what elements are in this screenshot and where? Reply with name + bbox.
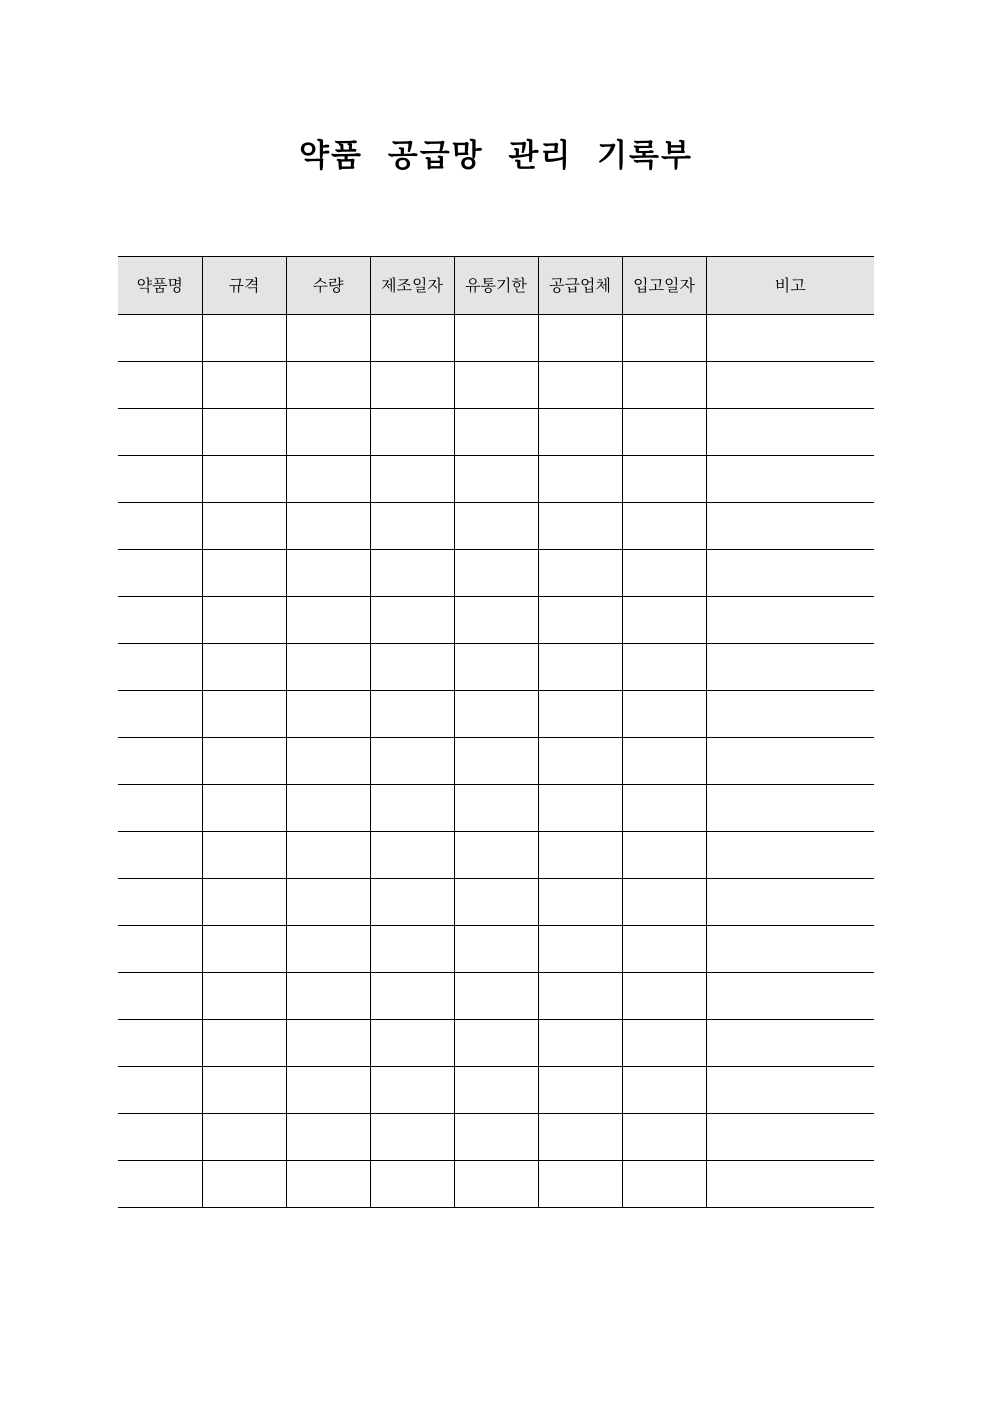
- table-cell[interactable]: [706, 1114, 874, 1161]
- table-cell[interactable]: [118, 1161, 202, 1208]
- table-cell[interactable]: [454, 644, 538, 691]
- table-cell[interactable]: [454, 1114, 538, 1161]
- table-cell[interactable]: [202, 1067, 286, 1114]
- table-cell[interactable]: [538, 456, 622, 503]
- table-cell[interactable]: [118, 315, 202, 362]
- table-cell[interactable]: [118, 644, 202, 691]
- table-cell[interactable]: [118, 1114, 202, 1161]
- table-cell[interactable]: [286, 879, 370, 926]
- table-cell[interactable]: [370, 973, 454, 1020]
- table-cell[interactable]: [454, 785, 538, 832]
- table-cell[interactable]: [454, 832, 538, 879]
- table-cell[interactable]: [286, 973, 370, 1020]
- table-cell[interactable]: [118, 550, 202, 597]
- table-cell[interactable]: [202, 597, 286, 644]
- table-cell[interactable]: [286, 315, 370, 362]
- table-cell[interactable]: [454, 456, 538, 503]
- table-cell[interactable]: [706, 691, 874, 738]
- table-cell[interactable]: [706, 597, 874, 644]
- table-cell[interactable]: [454, 597, 538, 644]
- table-cell[interactable]: [538, 409, 622, 456]
- table-cell[interactable]: [118, 785, 202, 832]
- table-cell[interactable]: [538, 550, 622, 597]
- table-cell[interactable]: [370, 644, 454, 691]
- table-cell[interactable]: [706, 973, 874, 1020]
- table-cell[interactable]: [538, 362, 622, 409]
- table-row: [118, 644, 874, 691]
- table-cell[interactable]: [622, 456, 706, 503]
- table-cell[interactable]: [454, 1067, 538, 1114]
- table-cell[interactable]: [538, 1020, 622, 1067]
- table-cell[interactable]: [706, 832, 874, 879]
- table-cell[interactable]: [622, 644, 706, 691]
- table-cell[interactable]: [622, 1161, 706, 1208]
- table-cell[interactable]: [622, 503, 706, 550]
- table-cell[interactable]: [202, 409, 286, 456]
- records-table: [118, 256, 874, 1208]
- table-cell[interactable]: [202, 879, 286, 926]
- header-specification: 규격: [202, 257, 286, 315]
- table-cell[interactable]: [622, 315, 706, 362]
- table-cell[interactable]: [286, 644, 370, 691]
- table-cell[interactable]: [622, 691, 706, 738]
- table-cell[interactable]: [202, 1114, 286, 1161]
- table-cell[interactable]: [454, 1020, 538, 1067]
- table-cell[interactable]: [706, 879, 874, 926]
- table-cell[interactable]: [538, 597, 622, 644]
- table-row: [118, 362, 874, 409]
- table-cell[interactable]: [370, 738, 454, 785]
- table-cell[interactable]: [454, 550, 538, 597]
- table-cell[interactable]: [370, 456, 454, 503]
- table-cell[interactable]: [202, 973, 286, 1020]
- table-cell[interactable]: [706, 1020, 874, 1067]
- table-cell[interactable]: [622, 973, 706, 1020]
- table-cell[interactable]: [454, 1161, 538, 1208]
- table-row: [118, 503, 874, 550]
- table-cell[interactable]: [202, 926, 286, 973]
- table-row: [118, 832, 874, 879]
- table-cell[interactable]: [286, 456, 370, 503]
- table-cell[interactable]: [202, 315, 286, 362]
- table-cell[interactable]: [706, 409, 874, 456]
- table-row: [118, 1161, 874, 1208]
- table-cell[interactable]: [370, 409, 454, 456]
- table-cell[interactable]: [622, 409, 706, 456]
- table-cell[interactable]: [286, 1067, 370, 1114]
- table-cell[interactable]: [202, 738, 286, 785]
- table-row: [118, 550, 874, 597]
- table-cell[interactable]: [286, 926, 370, 973]
- table-cell[interactable]: [202, 362, 286, 409]
- table-row: [118, 1067, 874, 1114]
- table-cell[interactable]: [370, 691, 454, 738]
- table-cell[interactable]: [370, 1114, 454, 1161]
- table-cell[interactable]: [622, 362, 706, 409]
- table-row: [118, 738, 874, 785]
- header-quantity: 수량: [286, 257, 370, 315]
- table-cell[interactable]: [538, 1067, 622, 1114]
- table-cell[interactable]: [538, 973, 622, 1020]
- table-cell[interactable]: [538, 1161, 622, 1208]
- table-row: [118, 456, 874, 503]
- table-row: [118, 1114, 874, 1161]
- table-cell[interactable]: [706, 1161, 874, 1208]
- table-cell[interactable]: [538, 926, 622, 973]
- table-row: [118, 691, 874, 738]
- table-cell[interactable]: [286, 1114, 370, 1161]
- table-cell[interactable]: [706, 785, 874, 832]
- table-cell[interactable]: [286, 550, 370, 597]
- table-cell[interactable]: [202, 644, 286, 691]
- table-cell[interactable]: [286, 738, 370, 785]
- table-cell[interactable]: [118, 973, 202, 1020]
- table-cell[interactable]: [454, 926, 538, 973]
- table-cell[interactable]: [706, 362, 874, 409]
- table-cell[interactable]: [286, 832, 370, 879]
- table-row: [118, 926, 874, 973]
- table-cell[interactable]: [622, 1067, 706, 1114]
- table-cell[interactable]: [454, 409, 538, 456]
- table-cell[interactable]: [370, 362, 454, 409]
- table-cell[interactable]: [538, 503, 622, 550]
- table-cell[interactable]: [118, 926, 202, 973]
- table-cell[interactable]: [370, 597, 454, 644]
- header-supplier: 공급업체: [538, 257, 622, 315]
- table-row: [118, 973, 874, 1020]
- table-cell[interactable]: [538, 315, 622, 362]
- table-cell[interactable]: [286, 409, 370, 456]
- table-cell[interactable]: [706, 456, 874, 503]
- table-cell[interactable]: [538, 644, 622, 691]
- table-cell[interactable]: [202, 832, 286, 879]
- table-cell[interactable]: [454, 315, 538, 362]
- header-manufacture-date: 제조일자: [370, 257, 454, 315]
- table-cell[interactable]: [706, 503, 874, 550]
- table-cell[interactable]: [370, 785, 454, 832]
- table-cell[interactable]: [118, 879, 202, 926]
- table-cell[interactable]: [286, 503, 370, 550]
- table-cell[interactable]: [454, 691, 538, 738]
- header-expiry-date: 유통기한: [454, 257, 538, 315]
- table-cell[interactable]: [538, 1114, 622, 1161]
- table-cell[interactable]: [202, 1161, 286, 1208]
- table-row: [118, 409, 874, 456]
- table-cell[interactable]: [622, 550, 706, 597]
- table-cell[interactable]: [118, 409, 202, 456]
- table-cell[interactable]: [286, 597, 370, 644]
- table-cell[interactable]: [118, 362, 202, 409]
- table-cell[interactable]: [118, 503, 202, 550]
- page-title: 약품 공급망 관리 기록부: [299, 138, 693, 174]
- table-cell[interactable]: [622, 832, 706, 879]
- table-cell[interactable]: [622, 926, 706, 973]
- table-cell[interactable]: [706, 926, 874, 973]
- table-body: [118, 315, 874, 1208]
- table-cell[interactable]: [118, 1020, 202, 1067]
- table-cell[interactable]: [202, 503, 286, 550]
- table-cell[interactable]: [370, 550, 454, 597]
- table-cell[interactable]: [202, 550, 286, 597]
- table-cell[interactable]: [622, 1020, 706, 1067]
- table-row: [118, 315, 874, 362]
- table-cell[interactable]: [454, 362, 538, 409]
- table-cell[interactable]: [622, 597, 706, 644]
- table-cell[interactable]: [370, 315, 454, 362]
- table-cell[interactable]: [286, 1020, 370, 1067]
- table-cell[interactable]: [202, 785, 286, 832]
- table-cell[interactable]: [286, 785, 370, 832]
- table-cell[interactable]: [370, 832, 454, 879]
- table-cell[interactable]: [370, 503, 454, 550]
- table-cell[interactable]: [118, 1067, 202, 1114]
- table-cell[interactable]: [622, 738, 706, 785]
- table-cell[interactable]: [454, 973, 538, 1020]
- table-cell[interactable]: [538, 785, 622, 832]
- header-receipt-date: 입고일자: [622, 257, 706, 315]
- table-cell[interactable]: [286, 362, 370, 409]
- table-cell[interactable]: [706, 738, 874, 785]
- header-drug-name: 약품명: [118, 257, 202, 315]
- table-cell[interactable]: [370, 879, 454, 926]
- table-cell[interactable]: [370, 1020, 454, 1067]
- table-row: [118, 1020, 874, 1067]
- table-row: [118, 597, 874, 644]
- table-cell[interactable]: [706, 644, 874, 691]
- table-cell[interactable]: [454, 879, 538, 926]
- table-cell[interactable]: [622, 1114, 706, 1161]
- header-remarks: 비고: [706, 257, 874, 315]
- table-cell[interactable]: [538, 832, 622, 879]
- table-cell[interactable]: [538, 691, 622, 738]
- table-cell[interactable]: [622, 879, 706, 926]
- table-cell[interactable]: [202, 456, 286, 503]
- table-cell[interactable]: [454, 503, 538, 550]
- table-cell[interactable]: [538, 879, 622, 926]
- table-cell[interactable]: [370, 926, 454, 973]
- table-row: [118, 785, 874, 832]
- table-cell[interactable]: [118, 691, 202, 738]
- table-cell[interactable]: [202, 1020, 286, 1067]
- header-row: [118, 257, 874, 315]
- table-cell[interactable]: [286, 1161, 370, 1208]
- table-cell[interactable]: [286, 691, 370, 738]
- table-cell[interactable]: [118, 456, 202, 503]
- table-cell[interactable]: [706, 1067, 874, 1114]
- table-cell[interactable]: [622, 785, 706, 832]
- table-cell[interactable]: [370, 1067, 454, 1114]
- table-cell[interactable]: [538, 738, 622, 785]
- table-cell[interactable]: [370, 1161, 454, 1208]
- table-cell[interactable]: [118, 738, 202, 785]
- table-cell[interactable]: [706, 550, 874, 597]
- table-cell[interactable]: [454, 738, 538, 785]
- table-cell[interactable]: [202, 691, 286, 738]
- table-cell[interactable]: [118, 597, 202, 644]
- table-cell[interactable]: [706, 315, 874, 362]
- table-cell[interactable]: [118, 832, 202, 879]
- table-row: [118, 879, 874, 926]
